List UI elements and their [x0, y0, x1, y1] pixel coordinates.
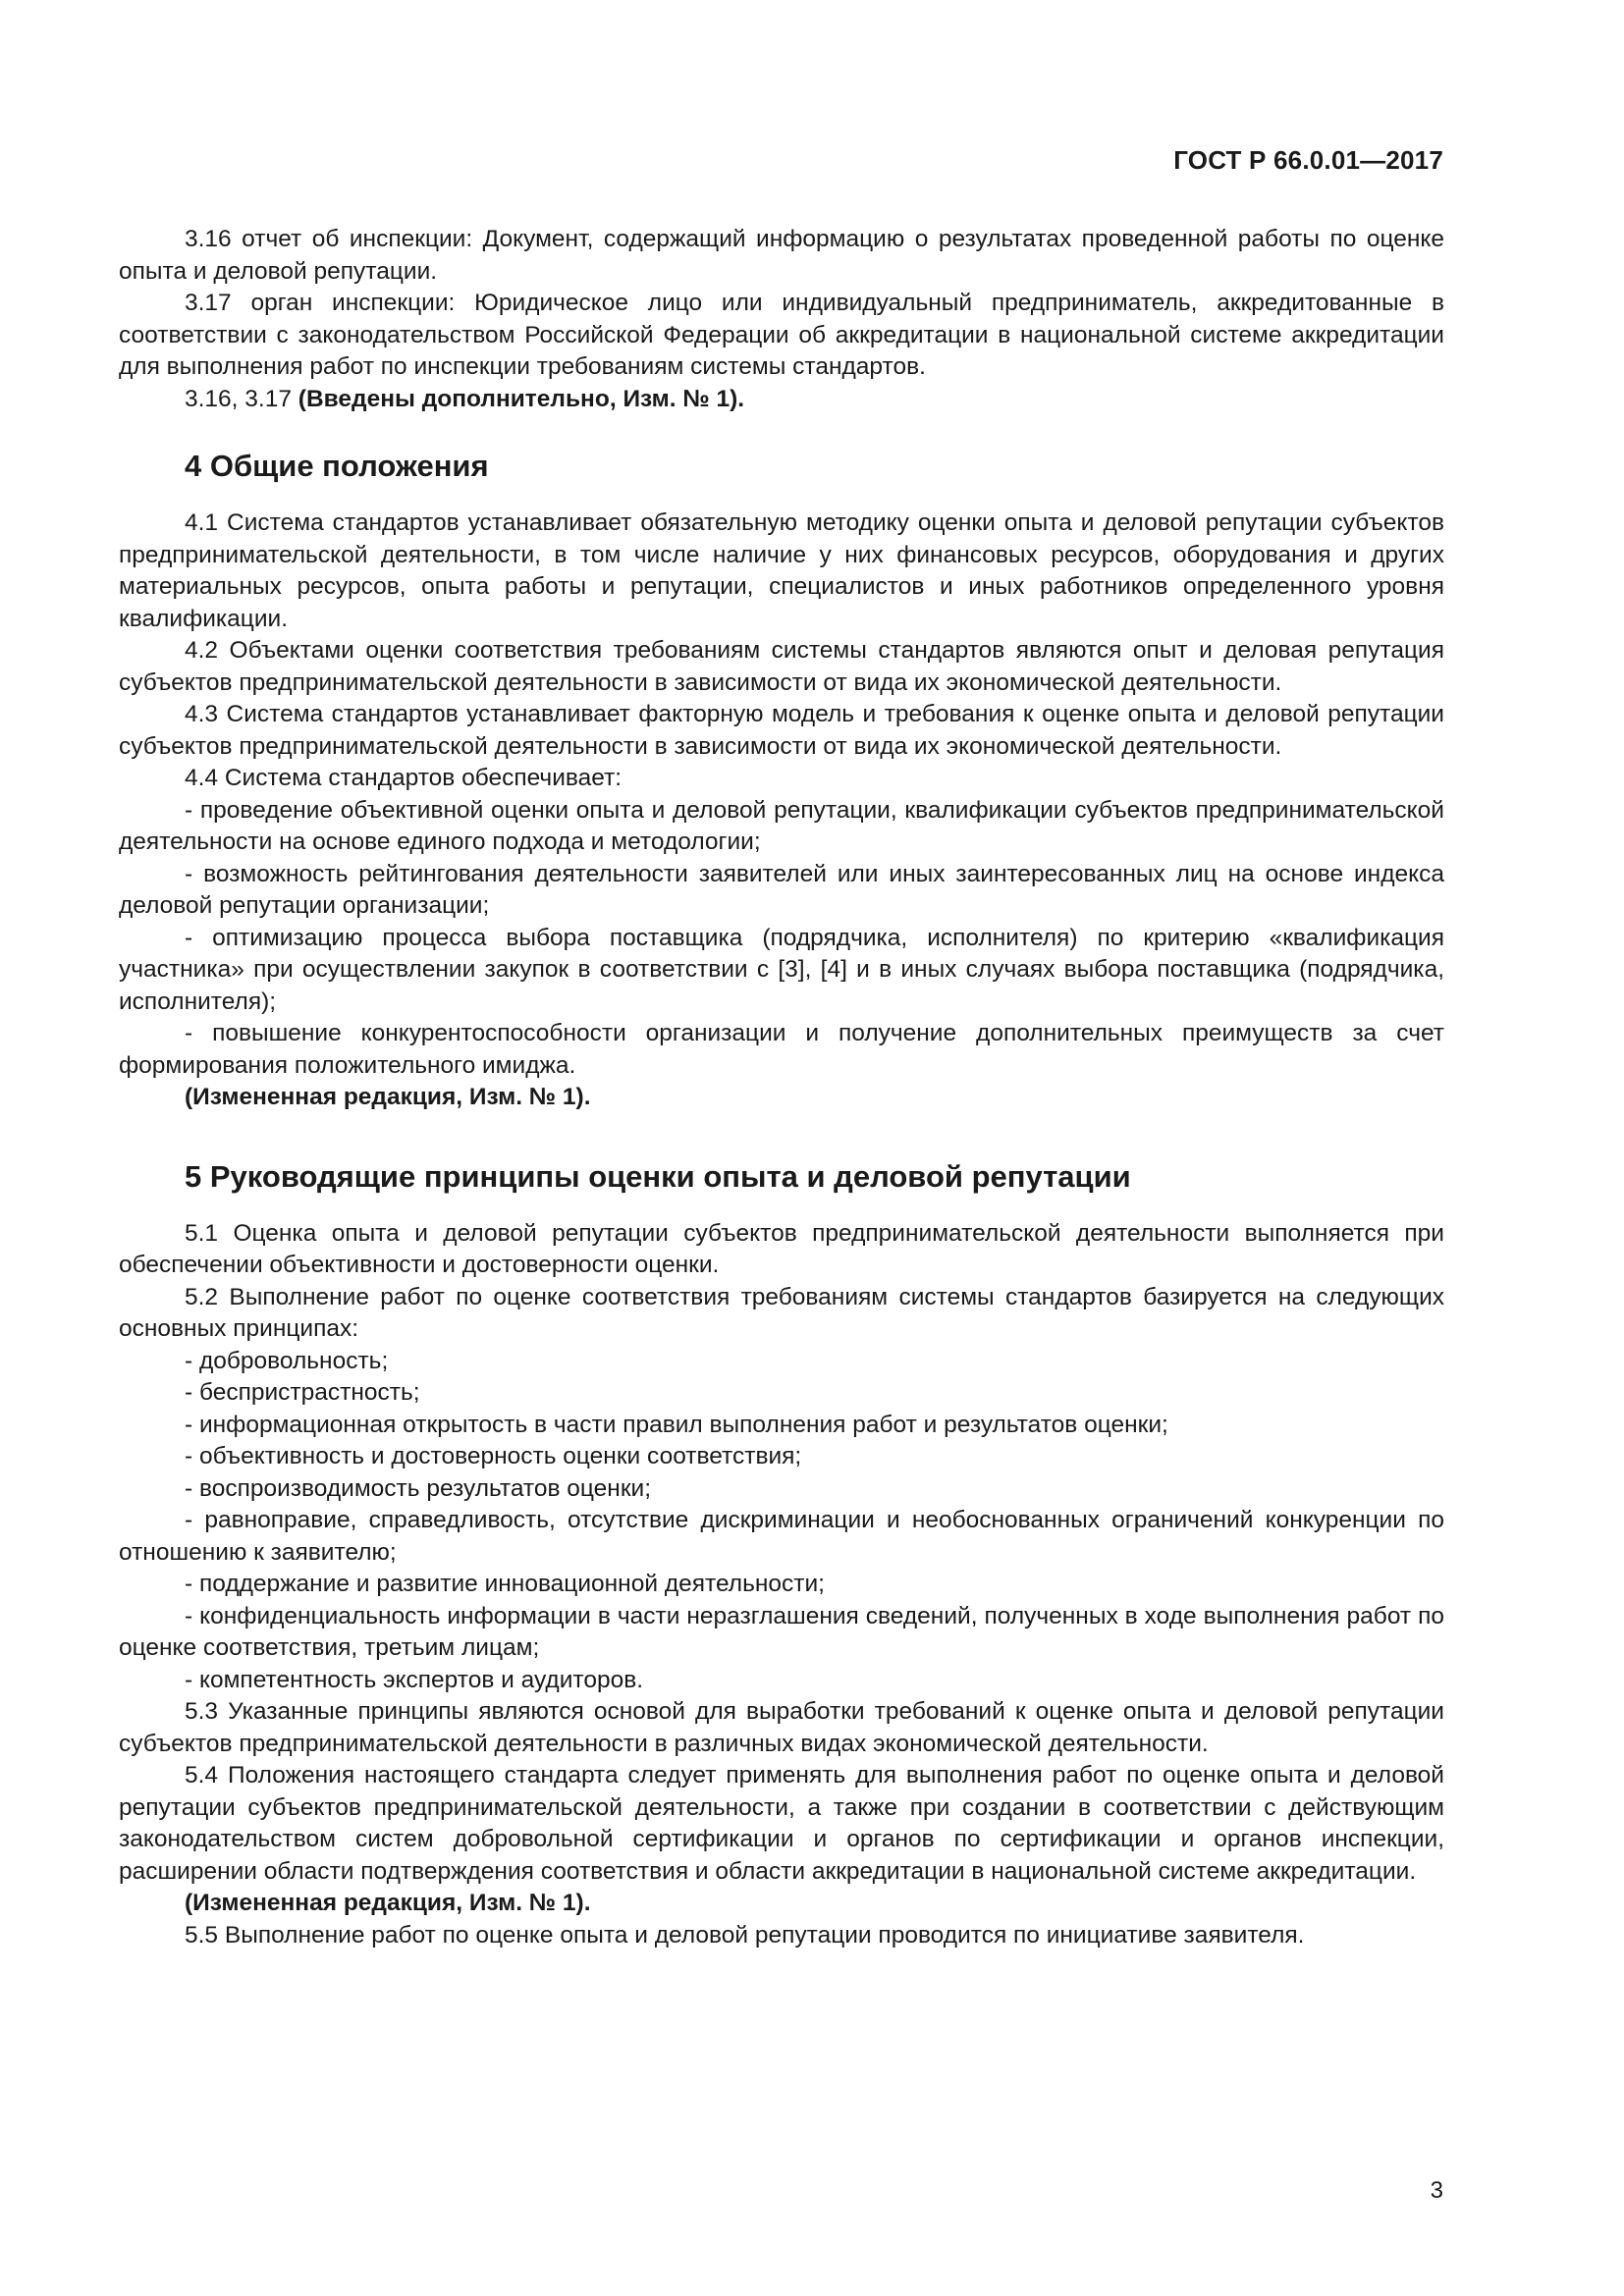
amendment-note-prefix: 3.16, 3.17 — [185, 385, 298, 412]
section-4-heading: 4 Общие положения — [185, 449, 489, 483]
paragraph-5-2: 5.2 Выполнение работ по оценке соответствия требованиям системы стандартов базируется на следующих основных принципах: — [119, 1283, 1444, 1342]
paragraph-4-4: 4.4 Система стандартов обеспечивает: — [185, 765, 623, 791]
list-item: - проведение объективной оценки опыта и деловой репутации, квалификации субъектов предпринимательской деятельности на основе единого подхода и методологии; — [119, 796, 1444, 855]
list-item: - оптимизацию процесса выбора поставщика (подрядчика, исполнителя) по критерию «квалификация участника» при осуществлении закупок в соответствии с [3], [4] и в иных случаях выбора поставщика (подрядчика, исполнителя); — [119, 924, 1444, 1015]
paragraph-5-3: 5.3 Указанные принципы являются основой для выработки требований к оценке опыта и деловой репутации субъектов предпринимательской деятельности в различных видах экономической деятельности. — [119, 1698, 1444, 1757]
list-item: - возможность рейтингования деятельности заявителей или иных заинтересованных лиц на основе индекса деловой репутации организации; — [119, 860, 1444, 919]
list-item: - беспристрастность; — [185, 1379, 420, 1406]
amendment-note-section-5: (Измененная редакция, Изм. № 1). — [185, 1890, 591, 1916]
document-body — [119, 224, 1444, 1951]
paragraph-4-1: 4.1 Система стандартов устанавливает обязательную методику оценки опыта и деловой репутации субъектов предпринимательской деятельности, в том числе наличие у них финансовых ресурсов, оборудования и других материальных ресурсов, опыта работы и репутации, специалистов и иных работников определенного уровня квалификации. — [119, 509, 1444, 632]
section-5-heading: 5 Руководящие принципы оценки опыта и деловой репутации — [185, 1158, 1131, 1194]
paragraph-4-2: 4.2 Объектами оценки соответствия требованиям системы стандартов являются опыт и деловая репутация субъектов предпринимательской деятельности в зависимости от вида их экономической деятельности. — [119, 637, 1444, 696]
paragraph-5-1: 5.1 Оценка опыта и деловой репутации субъектов предпринимательской деятельности выполняется при обеспечении объективности и достоверности оценки. — [119, 1219, 1444, 1278]
list-item: - компетентность экспертов и аудиторов. — [185, 1666, 644, 1693]
paragraph-5-4: 5.4 Положения настоящего стандарта следует применять для выполнения работ по оценке опыта и деловой репутации субъектов предпринимательской деятельности, а также при создании в соответствии с действующим законодательством систем добровольной сертификации и органов по сертификации и органов инспекции, расширении области подтверждения соответствия и области аккредитации в национальной системе аккредитации. — [119, 1762, 1444, 1885]
paragraph-3-17: 3.17 орган инспекции: Юридическое лицо или индивидуальный предприниматель, аккредитованные в соответствии с законодательством Российской Федерации об аккредитации в национальной системе аккредитации для выполнения работ по инспекции требованиям системы стандартов. — [119, 290, 1444, 380]
list-item: - поддержание и развитие инновационной деятельности; — [185, 1571, 825, 1597]
page-number: 3 — [1430, 2177, 1443, 2204]
amendment-note-3-16-3-17 — [119, 384, 1444, 416]
list-item: - равноправие, справедливость, отсутствие дискриминации и необоснованных ограничений конкуренции по отношению к заявителю; — [119, 1507, 1444, 1566]
paragraph-3-16: 3.16 отчет об инспекции: Документ, содержащий информацию о результатах проведенной работы по оценке опыта и деловой репутации. — [119, 226, 1444, 285]
paragraph-4-3: 4.3 Система стандартов устанавливает факторную модель и требования к оценке опыта и деловой репутации субъектов предпринимательской деятельности в зависимости от вида их экономической деятельности. — [119, 701, 1444, 760]
document-code-header: ГОСТ Р 66.0.01—2017 — [1173, 145, 1443, 175]
paragraph-5-5: 5.5 Выполнение работ по оценке опыта и деловой репутации проводится по инициативе заявителя. — [185, 1921, 1305, 1949]
list-item: - повышение конкурентоспособности организации и получение дополнительных преимуществ за счет формирования положительного имиджа. — [119, 1020, 1444, 1079]
list-item: - воспроизводимость результатов оценки; — [185, 1474, 652, 1502]
amendment-note-bold: (Введены дополнительно, Изм. № 1). — [298, 385, 745, 412]
list-item: - объективность и достоверность оценки соответствия; — [185, 1443, 802, 1469]
list-item: - информационная открытость в части правил выполнения работ и результатов оценки; — [185, 1411, 1168, 1438]
list-item: - конфиденциальность информации в части неразглашения сведений, полученных в ходе выполнения работ по оценке соответствия, третьим лицам; — [119, 1602, 1444, 1661]
list-item: - добровольность; — [185, 1347, 389, 1374]
amendment-note-section-4: (Измененная редакция, Изм. № 1). — [185, 1084, 591, 1110]
